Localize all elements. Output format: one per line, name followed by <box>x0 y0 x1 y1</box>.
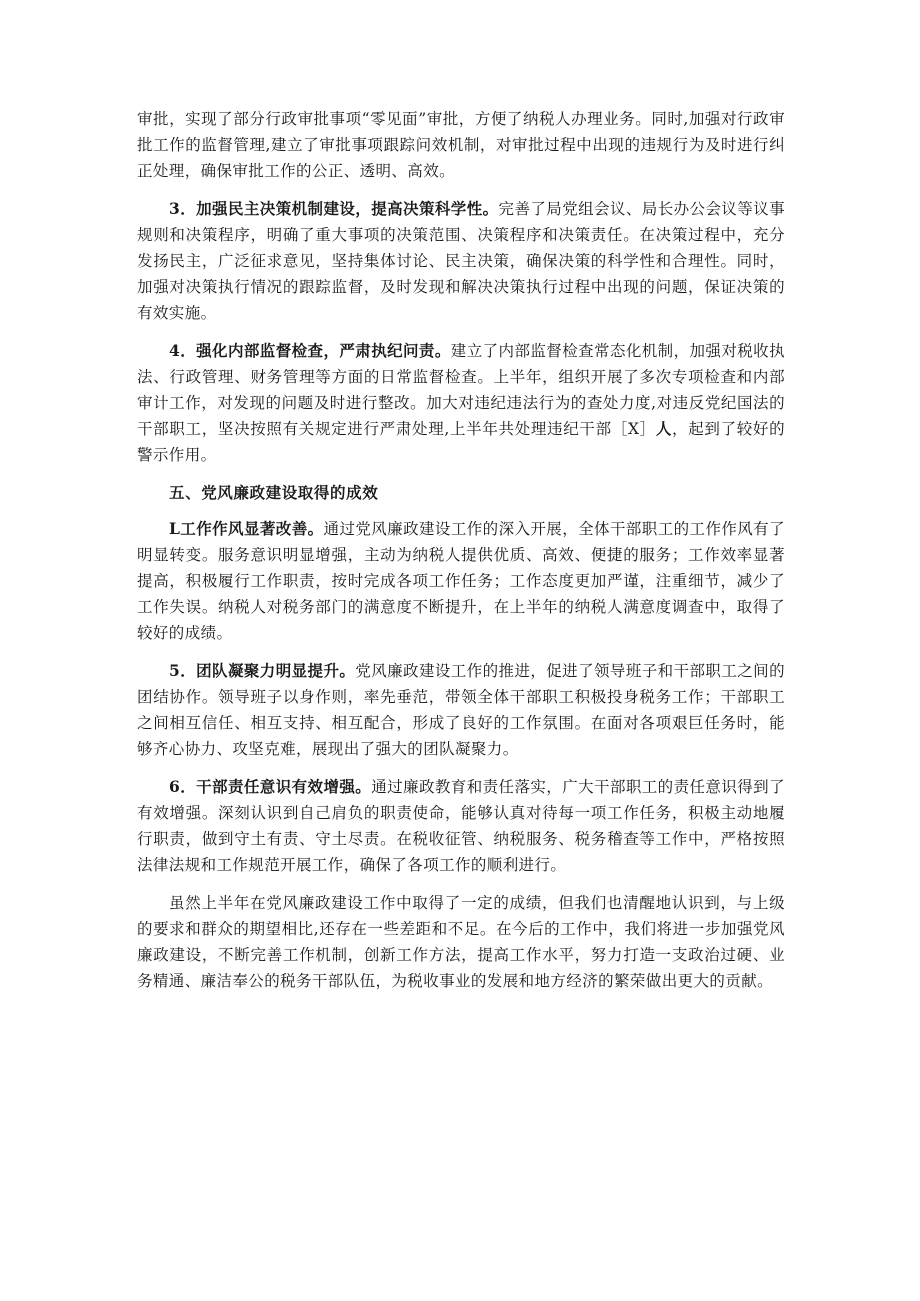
result-1-paragraph <box>137 516 785 646</box>
paragraph-continuation: 审批，实现了部分行政审批事项“零见面”审批，方便了纳税人办理业务。同时,加强对行政审批工作的监督管理,建立了审批事项跟踪问效机制，对审批过程中出现的违规行为及时进行纠正处理，确保审批工作的公正、透明、高效。 <box>137 110 785 180</box>
item-4-tail: ，起到了较好的警示作用。 <box>137 420 785 464</box>
result-1-body: 通过党风廉政建设工作的深入开展，全体干部职工的工作作风有了明显转变。服务意识明显增强，主动为纳税人提供优质、高效、便捷的服务；工作效率显著提高，积极履行工作职责，按时完成各项工作任务；工作态度更加严谨，注重细节，减少了工作失误。纳税人对税务部门的满意度不断提升，在上半年的纳税人满意度调查中，取得了较好的成绩。 <box>137 520 785 642</box>
document-page <box>137 106 785 1006</box>
item-4-paragraph <box>137 338 785 468</box>
result-6-body: 通过廉政教育和责任落实，广大干部职工的责任意识得到了有效增强。深刻认识到自己肩负的职责使命，能够认真对待每一项工作任务，积极主动地履行职责，做到守土有责、守土尽责。在税收征管、纳税服务、税务稽查等工作中，严格按照法律法规和工作规范开展工作，确保了各项工作的顺利进行。 <box>137 778 785 874</box>
item-4-body: 建立了内部监督检查常态化机制，加强对税收执法、行政管理、财务管理等方面的日常监督检查。上半年，组织开展了多次专项检查和内部审计工作，对发现的问题及时进行整改。加大对违纪违法行为的查处力度,对违反党纪国法的干部职工，坚决按照有关规定进行严肃处理,上半年共处理违纪干部［X］ <box>137 342 785 438</box>
result-6-lead: 6．干部责任意识有效增强。 <box>169 777 372 796</box>
result-5-paragraph <box>137 658 785 762</box>
item-3-paragraph <box>137 196 785 326</box>
result-5-body: 党风廉政建设工作的推进，促进了领导班子和干部职工之间的团结协作。领导班子以身作则，率先垂范，带领全体干部职工积极投身税务工作；干部职工之间相互信任、相互支持、相互配合，形成了良好的工作氛围。在面对各项艰巨任务时，能够齐心协力、攻坚克难，展现出了强大的团队凝聚力。 <box>137 662 785 758</box>
item-4-lead: 4．强化内部监督检查，严肃执纪问责。 <box>169 341 451 360</box>
item-3-lead: 3．加强民主决策机制建设，提高决策科学性。 <box>169 199 499 218</box>
result-1-lead: L工作作风显著改善。 <box>169 519 324 538</box>
conclusion-paragraph: 虽然上半年在党风廉政建设工作中取得了一定的成绩，但我们也清醒地认识到，与上级的要求和群众的期望相比,还存在一些差距和不足。在今后的工作中，我们将进一步加强党风廉政建设，不断完善工作机制，创新工作方法，提高工作水平，努力打造一支政治过硬、业务精通、廉洁奉公的税务干部队伍，为税收事业的发展和地方经济的繁荣做出更大的贡献。 <box>137 894 785 990</box>
section-5-heading: 五、党风廉政建设取得的成效 <box>169 483 379 502</box>
result-6-paragraph <box>137 774 785 878</box>
item-4-bold-tail: 人 <box>655 419 673 438</box>
result-5-lead: 5．团队凝聚力明显提升。 <box>169 661 356 680</box>
item-3-body: 完善了局党组会议、局长办公会议等议事规则和决策程序，明确了重大事项的决策范围、决策程序和决策责任。在决策过程中，充分发扬民主，广泛征求意见，坚持集体讨论、民主决策，确保决策的科学性和合理性。同时，加强对决策执行情况的跟踪监督，及时发现和解决决策执行过程中出现的问题，保证决策的有效实施。 <box>137 200 786 322</box>
